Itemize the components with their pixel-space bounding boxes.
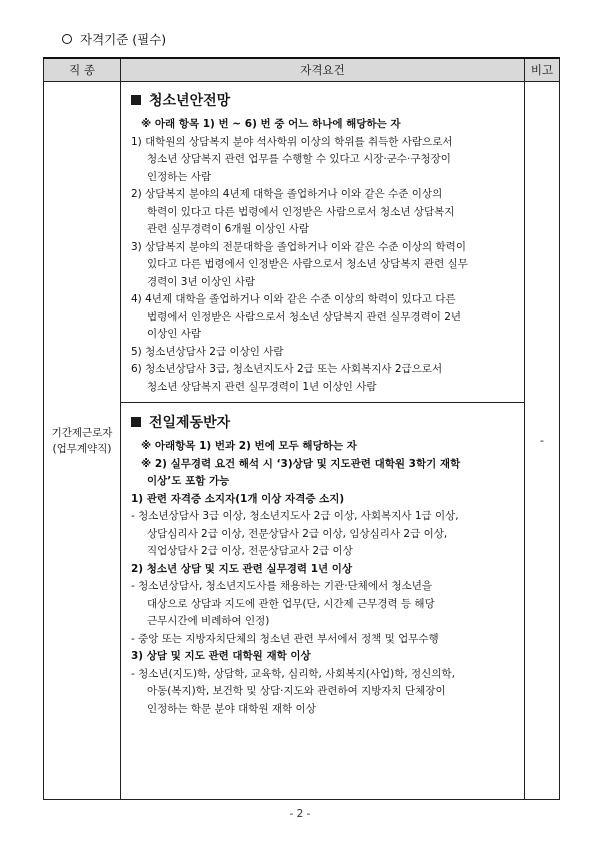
requirement-line: 5) 청소년상담사 2급 이상인 사람 <box>131 345 284 358</box>
requirement-line: 이상’도 포함 가능 <box>147 475 230 487</box>
requirement-line: 인정하는 사람 <box>147 170 212 183</box>
page-title-text: 자격기준 (필수) <box>80 32 167 47</box>
header-requirements: 자격요건 <box>121 58 525 82</box>
requirement-line: 아동(복지)학, 보건학 및 상담·지도와 관련하여 지방자치 단체장이 <box>147 685 446 697</box>
requirement-line: 직업상담사 2급 이상, 전문상담교사 2급 이상 <box>147 545 353 557</box>
requirements-cell <box>121 82 525 800</box>
page-title <box>62 30 166 48</box>
table-row <box>44 82 560 800</box>
note-cell: - <box>525 82 560 800</box>
requirement-line: 2) 청소년 상담 및 지도 관련 실무경력 1년 이상 <box>131 562 353 575</box>
requirement-line: - 청소년상담사, 청소년지도사를 채용하는 기관·단체에서 청소년을 <box>131 580 433 592</box>
requirement-line: 인정하는 학문 분야 대학원 재학 이상 <box>147 702 316 715</box>
requirement-line: - 청소년상담사 3급 이상, 청소년지도사 2급 이상, 사회복지사 1급 이상, <box>131 510 459 522</box>
job-title: 기간제근로자 <box>51 426 113 439</box>
requirement-line: 청소년 상담복지 관련 업무를 수행할 수 있다고 시장·군수·구청장이 <box>147 153 451 165</box>
requirement-line: 3) 상담 및 지도 관련 대학원 재학 이상 <box>131 650 311 662</box>
requirement-line: - 청소년(지도)학, 상담학, 교육학, 심리학, 사회복지(사업)학, 정신의학, <box>131 667 455 680</box>
qualification-table <box>43 57 560 800</box>
section-lines <box>131 116 518 396</box>
section-safety-net <box>121 82 524 402</box>
requirement-line: 1) 대학원의 상담복지 분야 석사학위 이상의 학위를 취득한 사람으로서 <box>131 135 453 148</box>
requirement-line: - 중앙 또는 지방자치단체의 청소년 관련 부서에서 정책 및 업무수행 <box>131 632 439 645</box>
requirement-line: 6) 청소년상담사 3급, 청소년지도사 2급 또는 사회복지사 2급으로서 <box>131 363 443 375</box>
section-lines <box>131 438 518 718</box>
section-header <box>131 412 518 432</box>
table-header-row <box>44 58 560 82</box>
requirement-line: 3) 상담복지 분야의 전문대학을 졸업하거나 이와 같은 수준 이상의 학력이 <box>131 240 466 253</box>
requirement-line: 1) 관련 자격증 소지자(1개 이상 자격증 소지) <box>131 492 345 505</box>
square-bullet-icon <box>131 417 141 427</box>
requirement-line: ※ 아래 항목 1) 번 ~ 6) 번 중 어느 하나에 해당하는 자 <box>141 118 401 130</box>
section-header <box>131 90 518 110</box>
header-note: 비고 <box>525 58 560 82</box>
requirement-line: 대상으로 상담과 지도에 관한 업무(단, 시간제 근무경력 등 해당 <box>147 597 435 610</box>
requirement-line: 이상인 사람 <box>147 328 202 340</box>
circle-bullet-icon <box>62 34 72 44</box>
requirement-line: 법령에서 인정받은 사람으로서 청소년 상담복지 관련 실무경력이 2년 <box>147 310 462 323</box>
requirement-line: 있다고 다른 법령에서 인정받은 사람으로서 청소년 상담복지 관련 실무 <box>147 258 468 270</box>
section-fulltime-companion <box>121 402 524 724</box>
requirement-line: ※ 2) 실무경력 요건 해석 시 ‘3)상담 및 지도관련 대학원 3학기 재학 <box>141 457 461 470</box>
page-number: - 2 - <box>289 808 311 820</box>
requirement-line: 근무시간에 비례하여 인정) <box>147 615 270 627</box>
square-bullet-icon <box>131 95 141 105</box>
requirement-line: 경력이 3년 이상인 사람 <box>147 275 255 288</box>
section-title: 청소년안전망 <box>149 93 231 109</box>
requirement-line: 청소년 상담복지 관련 실무경력이 1년 이상인 사람 <box>147 380 377 393</box>
requirement-line: 2) 상담복지 분야의 4년제 대학을 졸업하거나 이와 같은 수준 이상의 <box>131 188 443 200</box>
requirement-line: ※ 아래항목 1) 번과 2) 번에 모두 해당하는 자 <box>141 440 357 452</box>
job-cell <box>44 82 121 800</box>
header-job: 직 종 <box>44 58 121 82</box>
section-title: 전일제동반자 <box>149 415 231 431</box>
requirement-line: 4) 4년제 대학을 졸업하거나 이와 같은 수준 이상의 학력이 있다고 다른 <box>131 293 456 305</box>
requirement-line: 학력이 있다고 다른 법령에서 인정받은 사람으로서 청소년 상담복지 <box>147 205 455 218</box>
requirement-line: 상담심리사 2급 이상, 전문상담사 2급 이상, 임상심리사 2급 이상, <box>147 527 448 540</box>
job-subtitle: (업무계약직) <box>52 442 112 455</box>
requirement-line: 관련 실무경력이 6개월 이상인 사람 <box>147 223 310 235</box>
